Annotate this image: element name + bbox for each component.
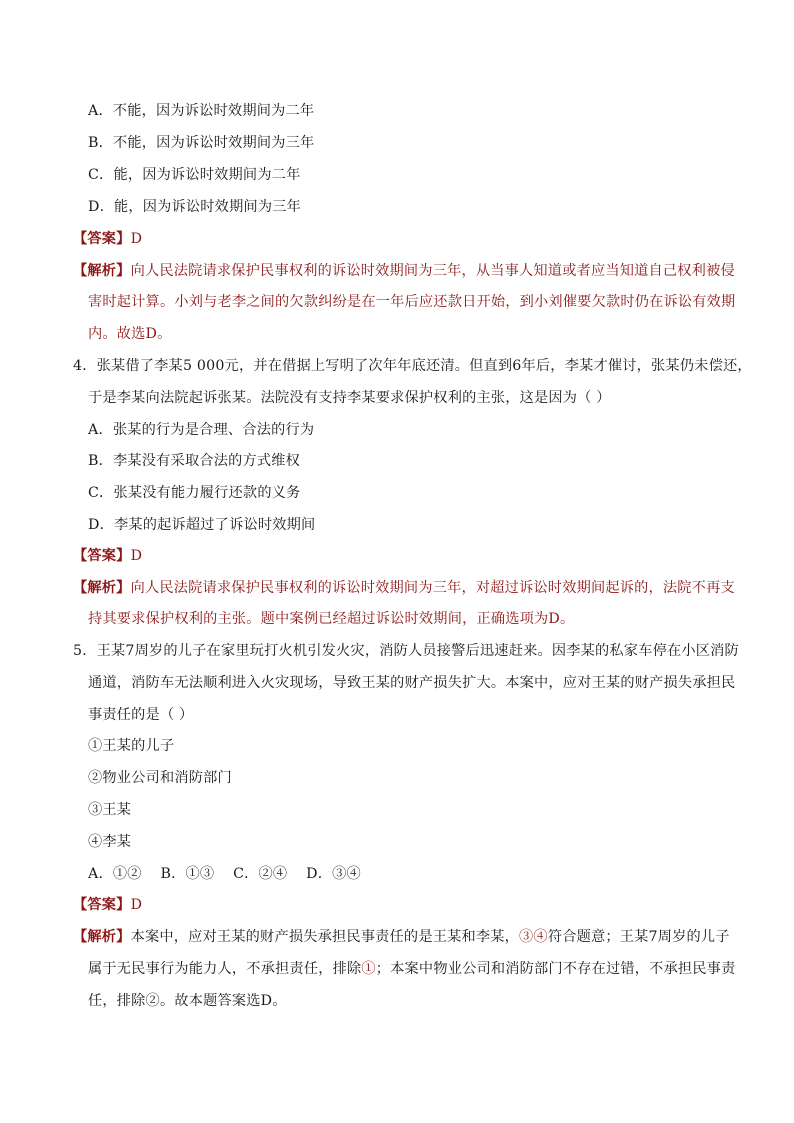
q3-option-a: A．不能，因为诉讼时效期间为二年	[88, 103, 315, 119]
q4-stem-line-2: 于是李某向法院起诉张某。法院没有支持李某要求保护权利的主张，这是因为（ ）	[88, 390, 611, 406]
q5-item-2: ②物业公司和消防部门	[88, 770, 232, 786]
answer-tag: 【答案】	[73, 548, 131, 564]
q3-answer	[73, 229, 142, 249]
q4-analysis-line-2: 持其要求保护权利的主张。题中案例已经超过诉讼时效期间，正确选项为D。	[88, 611, 575, 627]
q5-options: A．①② B．①③ C．②④ D．③④	[88, 866, 361, 882]
analysis-text: 属于无民事行为能力人，不承担责任，排除	[88, 961, 362, 977]
analysis-text: 向人民法院请求保护民事权利的诉讼时效期间为三年，对超过诉讼时效期间起诉的，法院不再支	[130, 580, 735, 596]
analysis-tag: 【解析】	[73, 929, 131, 945]
answer-tag: 【答案】	[73, 231, 131, 247]
analysis-text: ；本案中物业公司和消防部门不存在过错，不承担民事责	[375, 961, 736, 977]
q3-analysis-line-1	[73, 261, 735, 281]
analysis-text: 符合题意；王某7周岁的儿子	[547, 929, 730, 945]
analysis-text: 向人民法院请求保护民事权利的诉讼时效期间为三年，从当事人知道或者应当知道自己权利被侵	[130, 263, 735, 279]
q5-analysis-line-1	[73, 927, 730, 947]
q4-option-b: B．李某没有采取合法的方式维权	[88, 453, 301, 469]
answer-value: D	[130, 548, 143, 564]
q4-option-a: A．张某的行为是合理、合法的行为	[88, 422, 315, 438]
q5-item-3: ③王某	[88, 802, 132, 818]
q5-stem-line-3: 事责任的是（ ）	[88, 707, 194, 723]
q4-option-d: D．李某的起诉超过了诉讼时效期间	[88, 517, 316, 533]
q5-answer	[73, 895, 142, 915]
q3-option-d: D．能，因为诉讼时效期间为三年	[88, 199, 302, 215]
analysis-text: 本案中，应对王某的财产损失承担民事责任的是王某和李某，	[130, 929, 520, 945]
answer-tag: 【答案】	[73, 897, 131, 913]
answer-value: D	[130, 897, 143, 913]
answer-value: D	[130, 231, 143, 247]
q4-stem-line-1: 4．张某借了李某5 000元，并在借据上写明了次年年底还清。但直到6年后，李某才催讨，张某仍未偿还，	[73, 358, 752, 374]
q4-analysis-line-1	[73, 578, 735, 598]
q3-analysis-line-3: 内。故选D。	[88, 326, 172, 342]
q5-item-4: ④李某	[88, 834, 132, 850]
q4-option-c: C．张某没有能力履行还款的义务	[88, 485, 301, 501]
q5-stem-line-1: 5．王某7周岁的儿子在家里玩打火机引发火灾，消防人员接警后迅速赶来。因李某的私家车停在小区消防	[73, 643, 739, 659]
analysis-tag: 【解析】	[73, 580, 131, 596]
q5-analysis-line-3: 任，排除②。故本题答案选D。	[88, 993, 287, 1009]
q3-option-b: B．不能，因为诉讼时效期间为三年	[88, 135, 315, 151]
analysis-highlight: ③④	[519, 929, 548, 945]
q4-answer	[73, 546, 142, 566]
q5-stem-line-2: 通道，消防车无法顺利进入火灾现场，导致王某的财产损失扩大。本案中，应对王某的财产损失承担民	[88, 675, 736, 691]
q5-item-1: ①王某的儿子	[88, 738, 175, 754]
q5-analysis-line-2	[88, 959, 735, 979]
analysis-tag: 【解析】	[73, 263, 131, 279]
q3-analysis-line-2: 害时起计算。小刘与老李之间的欠款纠纷是在一年后应还款日开始，到小刘催要欠款时仍在诉讼有效期	[88, 294, 736, 310]
q3-option-c: C．能，因为诉讼时效期间为二年	[88, 167, 301, 183]
analysis-highlight: ①	[361, 961, 376, 977]
